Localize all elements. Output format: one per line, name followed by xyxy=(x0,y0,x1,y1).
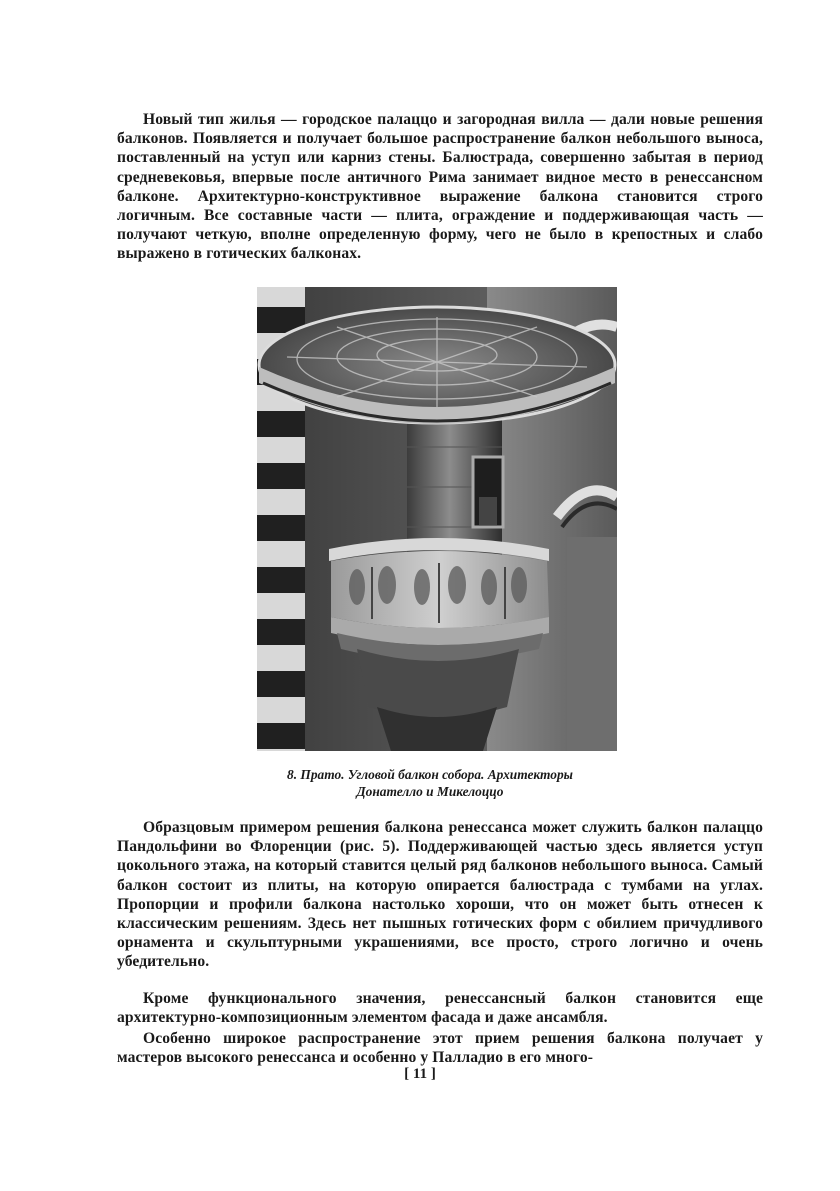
balcony-parapet xyxy=(329,538,549,661)
paragraph-pandolfini: Образцовым примером решения балкона ренессанса может служить балкон палаццо Пандольфини во Флоренции (рис. 5). Поддерживающей частью здесь является уступ цокольного этажа, на который ставится целый ряд балконов небольшого выноса. Самый балкон состоит из плиты, на которую опирается балюстрада с тумбами на углах. Пропорции и профили балкона настолько хороши, что он может быть отнесен к классическим решениям. Здесь нет пышных готических форм с обилием причудливого орнамента и скульптурными украшениями, все просто, строго логично и очень убедительно. xyxy=(117,819,763,971)
paragraph-composition: Кроме функционального значения, ренессансный балкон становится еще архитектурно-композиционным элементом фасада и даже ансамбля. xyxy=(117,990,763,1027)
canopy xyxy=(259,307,615,424)
paragraph-palladio: Особенно широкое распространение этот прием решения балкона получает у мастеров высокого ренессанса и особенно у Палладио в его много- xyxy=(117,1030,763,1067)
caption-line-1: 8. Прато. Угловой балкон собора. Архитекторы xyxy=(287,767,573,782)
caption-line-2: Донателло и Микелоццо xyxy=(356,784,504,799)
figure-caption xyxy=(200,766,660,800)
page-number: [ 11 ] xyxy=(404,1066,436,1082)
balcony-photo xyxy=(257,287,617,751)
paragraph-intro: Новый тип жилья — городское палаццо и загородная вилла — дали новые решения балконов. Появляется и получает большое распространение балкон небольшого выноса, поставленный на уступ или карниз стены. Балюстрада, совершенно забытая в период средневековья, впервые после античного Рима занимает видное место в ренессансном балконе. Архитектурно-конструктивное выражение балкона становится строго логичным. Все составные части — плита, ограждение и поддерживающая часть — получают четкую, вполне определенную форму, чего не было в крепостных и слабо выражено в готических балконах. xyxy=(117,111,763,263)
